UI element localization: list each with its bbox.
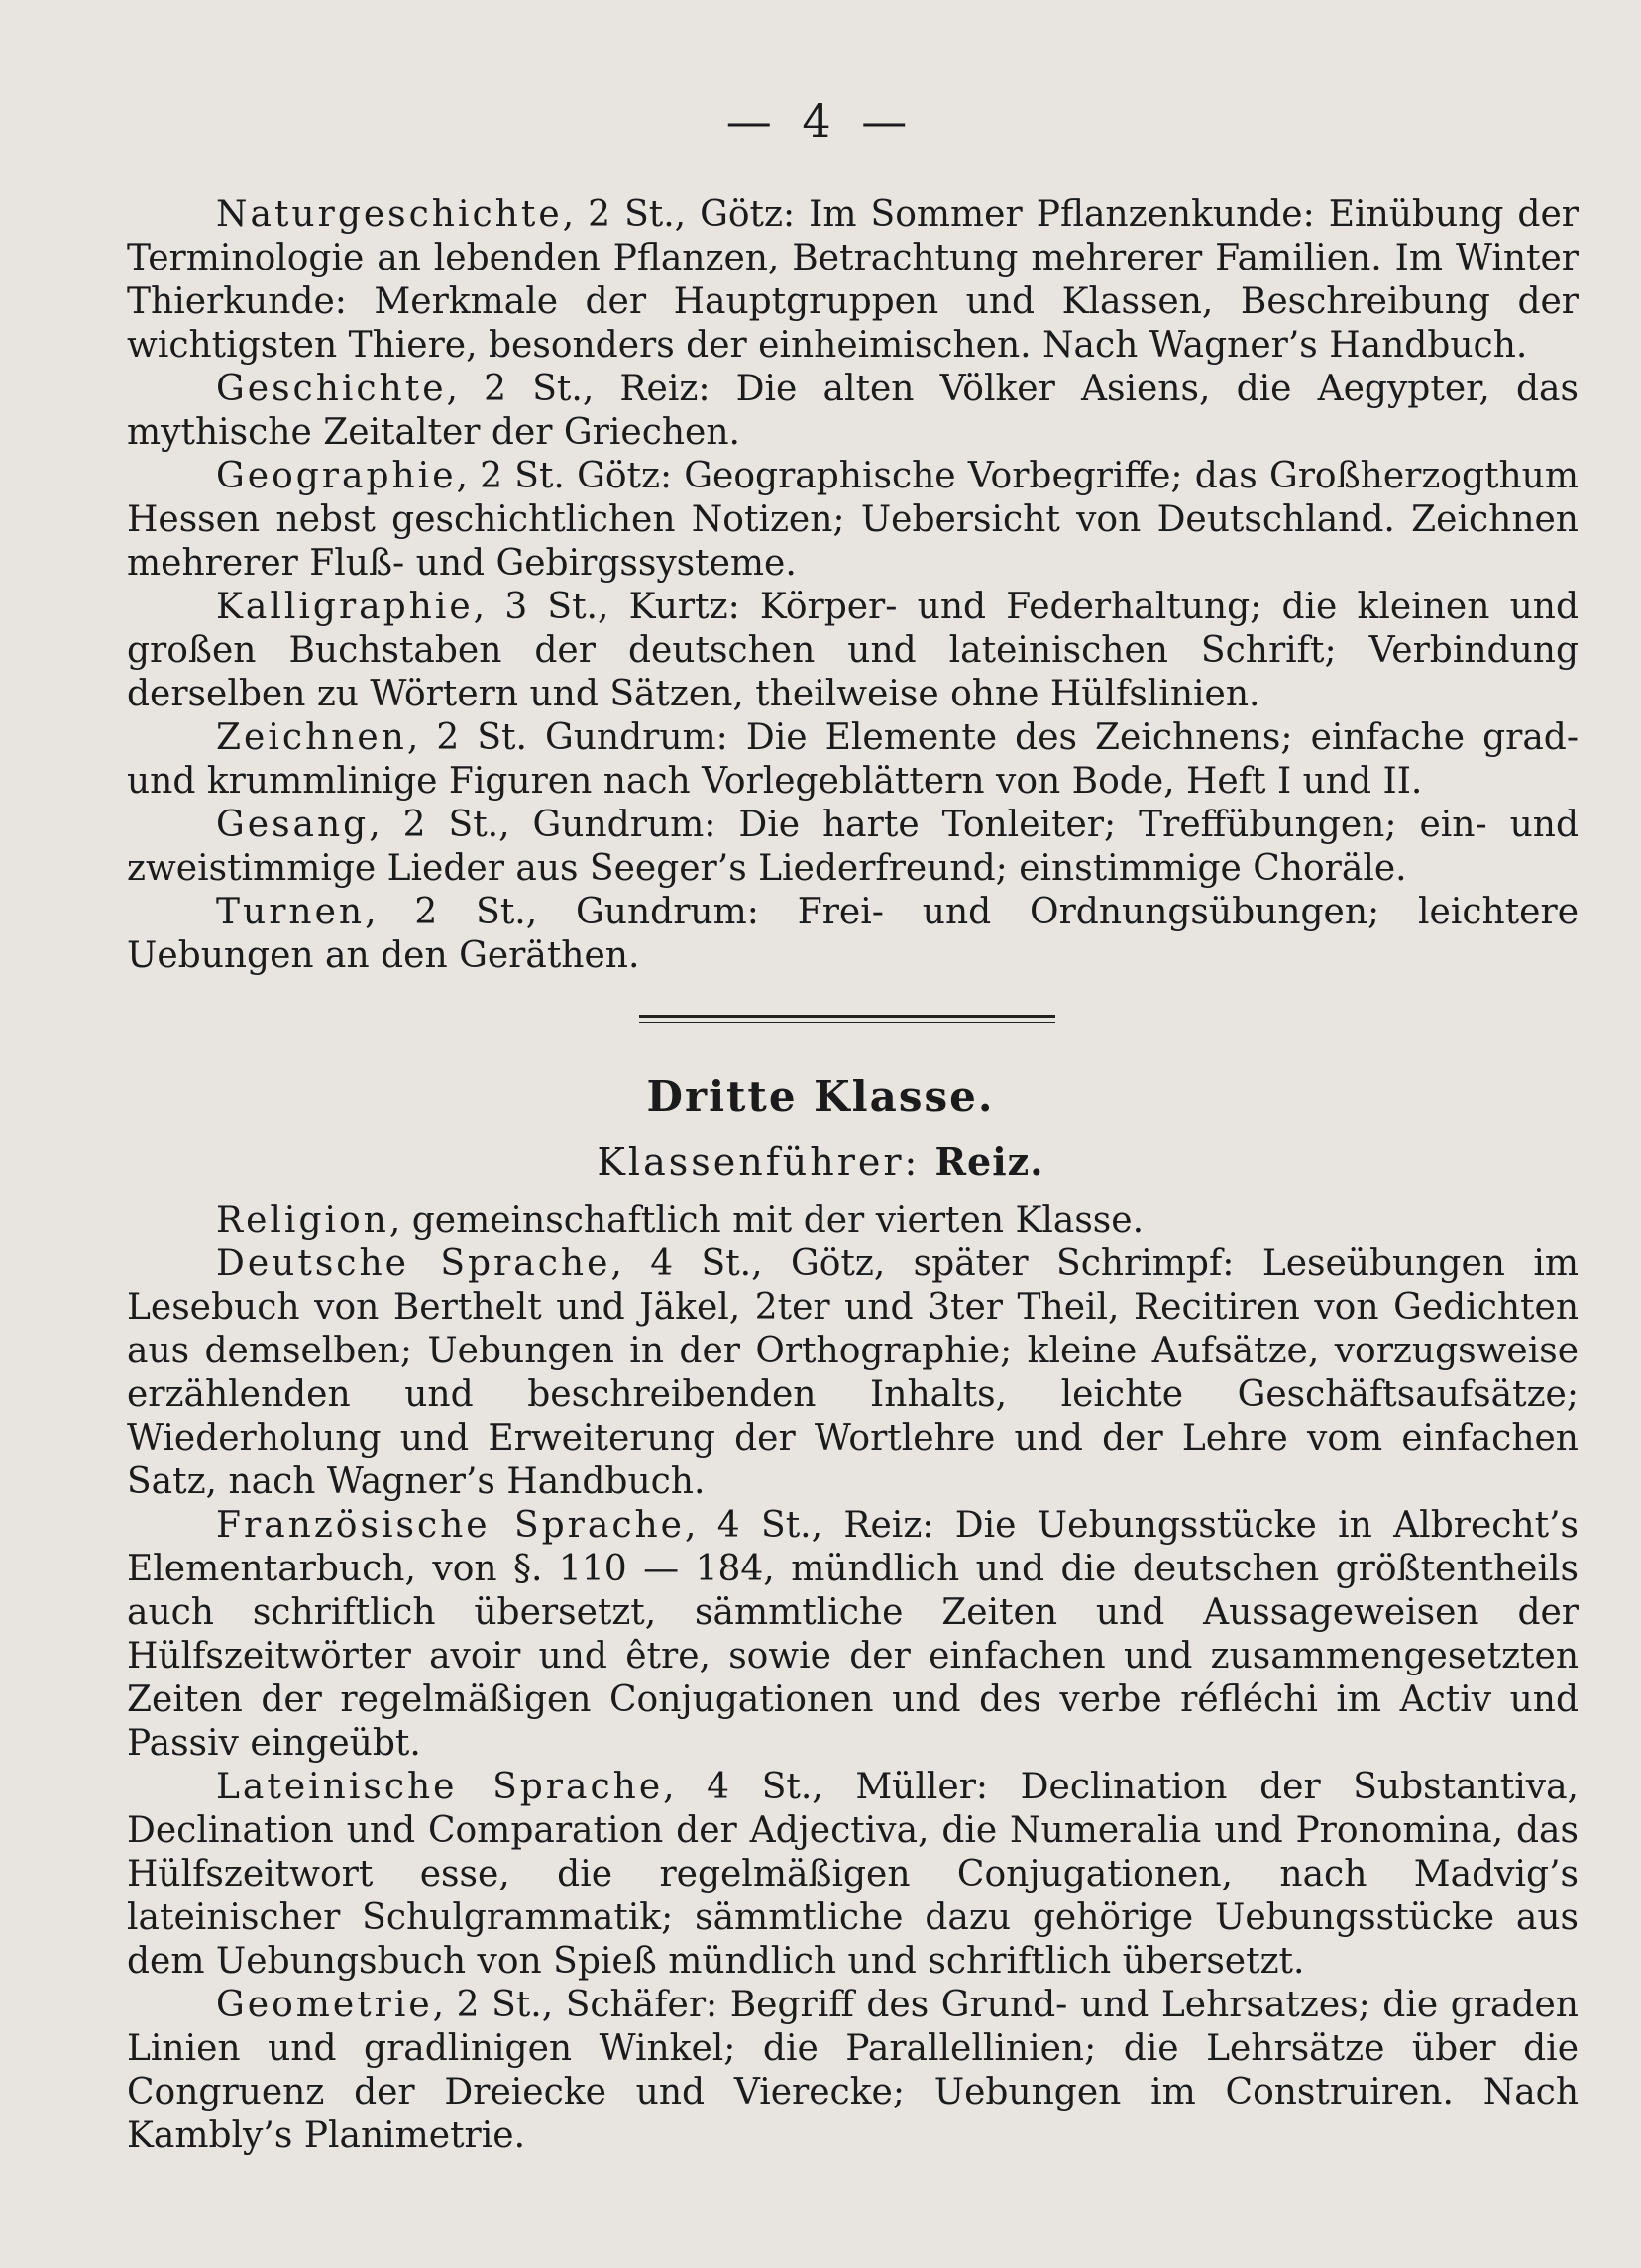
paragraph-lateinische-sprache [127,1766,1579,1984]
subject-name: Zeichnen [216,717,407,758]
paragraph-naturgeschichte [127,193,1579,368]
paragraph-geometrie [127,1984,1579,2158]
paragraph-text: , 2 St., Gundrum: Frei- und Ordnungsübungen; leichtere Uebungen an den Geräthen. [127,892,1579,976]
subject-name: Turnen [216,892,366,932]
class-leader-line [0,1139,1641,1184]
class-leader-name: Reiz. [934,1139,1044,1184]
subject-name: Naturgeschichte [216,194,563,235]
subject-name: Kalligraphie [216,587,474,627]
paragraph-text: , 4 St., Müller: Declination der Substantiva, Declination und Comparation der Adjectiva, die Numeralia und Pronomina, das Hülfszeitwort esse, die regelmäßigen Conjugationen, nach Madvig’s lateinischer Schulgrammatik; sämmtliche dazu gehörige Uebungsstücke aus dem Uebungsbuch von Spieß mündlich und schriftlich übersetzt. [127,1767,1579,1982]
paragraph-text: , 2 St., Gundrum: Die harte Tonleiter; Treffübungen; ein- und zweistimmige Lieder aus Seeger’s Liederfreund; einstimmige Choräle. [127,805,1579,889]
section-divider [639,1015,1055,1024]
subjects-block-upper [127,193,1579,978]
section-heading: Dritte Klasse. [646,1072,995,1121]
paragraph-text: , 2 St., Reiz: Die alten Völker Asiens, die Aegypter, das mythische Zeitalter der Griechen. [127,369,1579,453]
paragraph-deutsche-sprache [127,1242,1579,1504]
subject-name: Religion [216,1200,389,1241]
paragraph-franzoesische-sprache [127,1504,1579,1766]
paragraph-zeichnen [127,716,1579,804]
subject-name: Gesang [216,805,370,845]
paragraph-gesang [127,804,1579,891]
paragraph-geographie [127,455,1579,586]
paragraph-text: , gemeinschaftlich mit der vierten Klasse. [388,1200,1145,1241]
subjects-block-lower [127,1199,1579,2158]
paragraph-geschichte [127,368,1579,455]
paragraph-turnen [127,891,1579,978]
paragraph-text: , 2 St. Götz: Geographische Vorbegriffe; das Großherzogthum Hessen nebst geschichtlichen Notizen; Uebersicht von Deutschland. Zeichnen mehrerer Fluß- und Gebirgssysteme. [127,456,1579,584]
class-leader-label: Klassenführer: [597,1140,921,1184]
paragraph-text: , 4 St., Reiz: Die Uebungsstücke in Albrecht’s Elementarbuch, von §. 110 — 184, mündlich und die deutschen größtentheils auch schriftlich übersetzt, sämmtliche Zeiten und Aussageweisen der Hülfszeitwörter avoir und être, sowie der einfachen und zusammengesetzten Zeiten der regelmäßigen Conjugationen und des verbe réfléchi im Activ und Passiv eingeübt. [127,1505,1579,1764]
subject-name: Deutsche Sprache [216,1243,611,1284]
paragraph-text: , 2 St. Gundrum: Die Elemente des Zeichnens; einfache grad- und krummlinige Figuren nach Vorlegeblättern von Bode, Heft I und II. [127,717,1579,802]
paragraph-text: , 2 St., Schäfer: Begriff des Grund- und Lehrsatzes; die graden Linien und gradlinigen Winkel; die Parallellinien; die Lehrsätze über die Congruenz der Dreiecke und Vierecke; Uebungen im Construiren. Nach Kambly’s Planimetrie. [127,1985,1579,2156]
subject-name: Lateinische Sprache [216,1767,664,1807]
subject-name: Geometrie [216,1985,433,2025]
paragraph-text: , 3 St., Kurtz: Körper- und Federhaltung; die kleinen und großen Buchstaben der deutschen und lateinischen Schrift; Verbindung derselben zu Wörtern und Sätzen, theilweise ohne Hülfslinien. [127,587,1579,714]
subject-name: Geographie [216,456,457,496]
paragraph-religion [127,1199,1579,1242]
subject-name: Französische Sprache [216,1505,685,1546]
paragraph-text: , 2 St., Götz: Im Sommer Pflanzenkunde: Einübung der Terminologie an lebenden Pflanzen, Betrachtung mehrerer Familien. Im Winter Thierkunde: Merkmale der Hauptgruppen und Klassen, Beschreibung der wichtigsten Thiere, besonders der einheimischen. Nach Wagner’s Handbuch. [127,194,1579,366]
page-number: — 4 — [725,94,916,148]
subject-name: Geschichte [216,369,447,409]
paragraph-kalligraphie [127,586,1579,716]
paragraph-text: , 4 St., Götz, später Schrimpf: Leseübungen im Lesebuch von Berthelt und Jäkel, 2ter und 3ter Theil, Recitiren von Gedichten aus demselben; Uebungen in der Orthographie; kleine Aufsätze, vorzugsweise erzählenden und beschreibenden Inhalts, leichte Geschäftsaufsätze; Wiederholung und Erweiterung der Wortlehre und der Lehre vom einfachen Satz, nach Wagner’s Handbuch. [127,1243,1579,1502]
